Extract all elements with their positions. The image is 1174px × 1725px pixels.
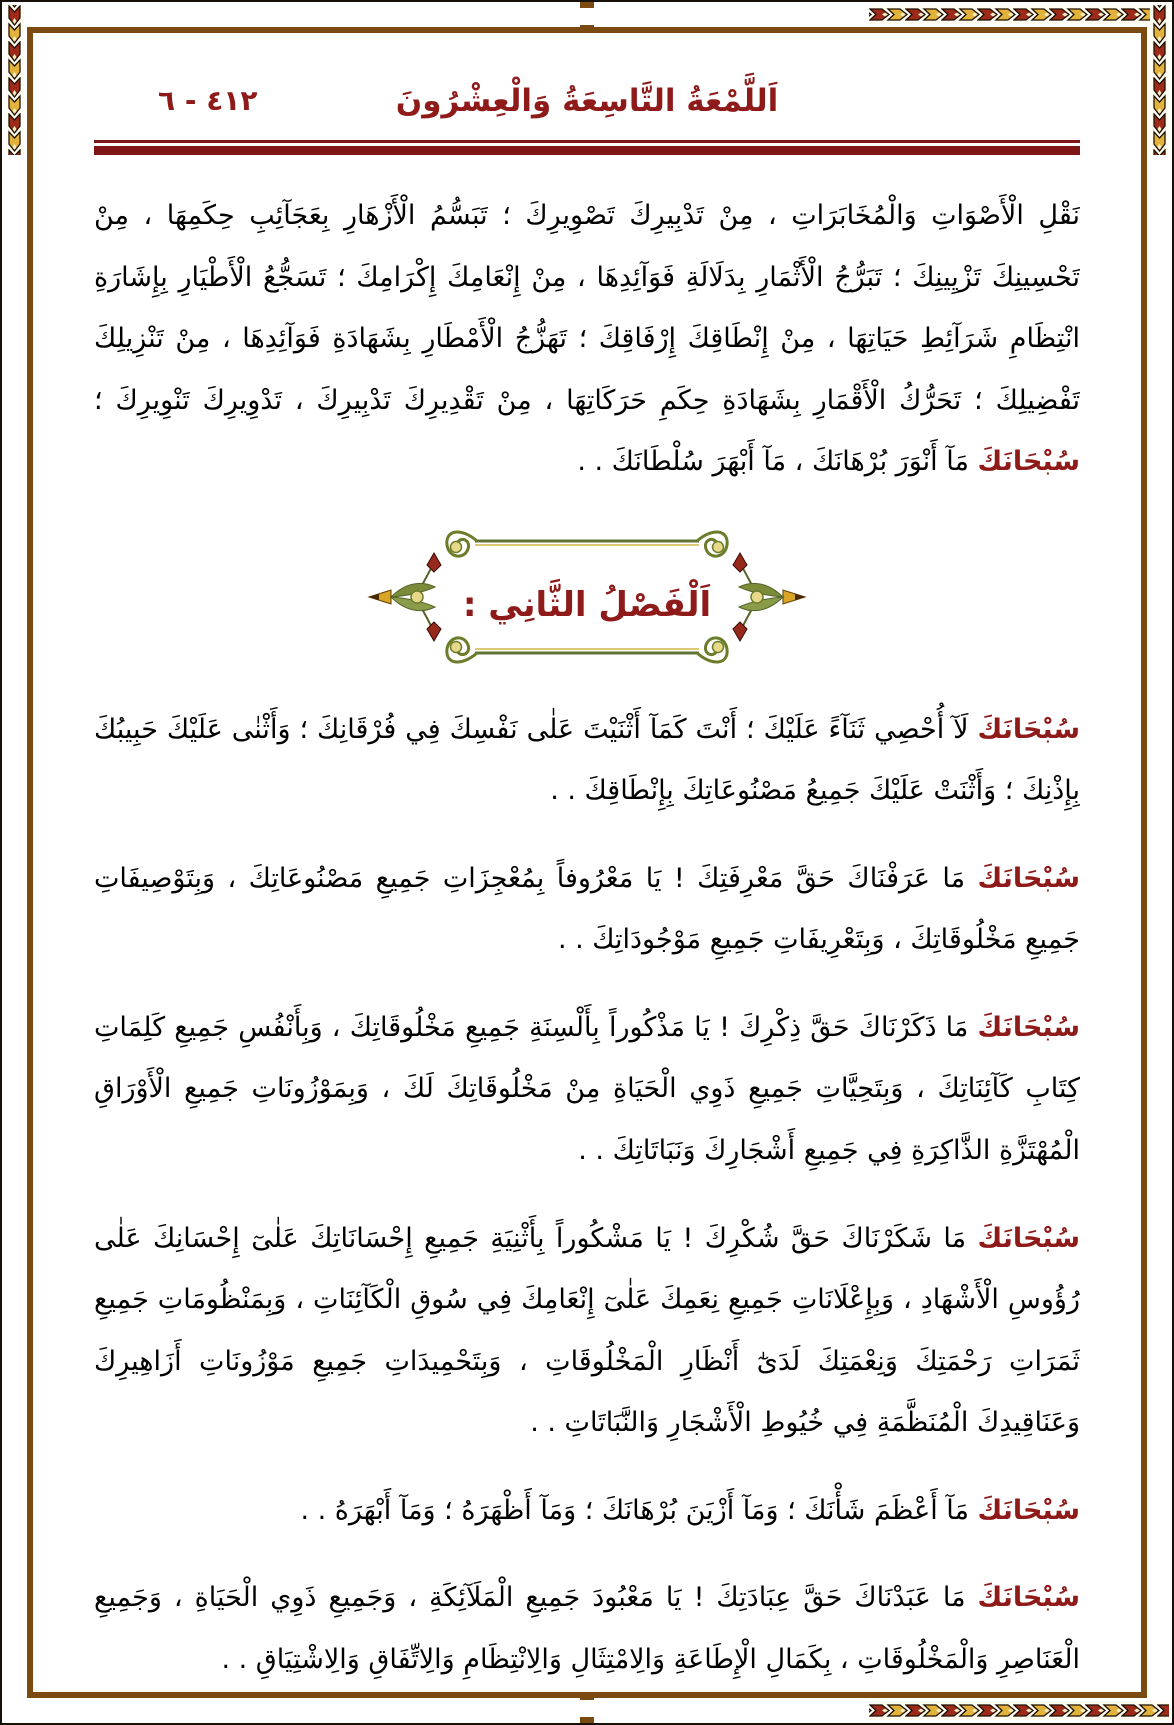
page-number: ٤١٢ - ٦ xyxy=(158,84,258,117)
paragraph xyxy=(94,997,1080,1182)
page-title: اَللَّمْعَةُ التَّاسِعَةُ وَالْعِشْرُونَ xyxy=(395,83,779,119)
paragraph xyxy=(94,1480,1080,1542)
subhanaka-highlight: سُبْحَانَكَ xyxy=(977,1494,1080,1526)
paragraph xyxy=(94,185,1080,493)
frame-notch xyxy=(580,25,594,31)
divider-thick-rule xyxy=(94,146,1080,155)
paragraph-text: مَا عَرَفْنَاكَ حَقَّ مَعْرِفَتِكَ ! يَا مَعْرُوفاً بِمُعْجِزَاتِ جَمِيعِ مَصْنُوعَاتِكَ ، وَبِتَوْصِيفَاتِ جَمِيعِ مَخْلُوقَاتِكَ ، وَبِتَعْرِيفَاتِ جَمِيعِ مَوْجُودَاتِكَ . . xyxy=(94,862,1080,956)
frame-chain-top xyxy=(869,5,1169,24)
paragraph xyxy=(94,848,1080,971)
subhanaka-highlight: سُبْحَانَكَ xyxy=(977,862,1080,894)
frame-chain-left xyxy=(5,5,24,155)
subhanaka-highlight: سُبْحَانَكَ xyxy=(977,446,1080,478)
paragraph xyxy=(94,1208,1080,1454)
paragraph xyxy=(94,1567,1080,1685)
paragraph-text: لَآ أُحْصِي ثَنَآءً عَلَيْكَ ؛ أَنْتَ كَمَآ أَثْنَيْتَ عَلٰى نَفْسِكَ فِي فُرْقَانِكَ ؛ وَأَثْنٰى عَلَيْكَ حَبِيبُكَ بِإِذْنِكَ ؛ وَأَثْنَتْ عَلَيْكَ جَمِيعُ مَصْنُوعَاتِكَ بِإِنْطَاقِكَ . . xyxy=(94,713,1080,807)
frame-chain-bottom xyxy=(869,1701,1169,1720)
subhanaka-highlight: سُبْحَانَكَ xyxy=(977,1011,1080,1043)
frame-notch xyxy=(580,1694,594,1700)
paragraph-text: مَا عَبَدْنَاكَ حَقَّ عِبَادَتِكَ ! يَا مَعْبُودَ جَمِيعِ الْمَلَآئِكَةِ ، وَجَمِيعِ ذَوِي الْحَيَاةِ ، وَجَمِيعِ الْعَنَاصِرِ وَالْمَخْلُوقَاتِ ، بِكَمَالِ الْإِطَاعَةِ وَالِامْتِثَالِ وَالِانْتِظَامِ وَالِاتِّفَاقِ وَالِاشْتِيَاقِ . . xyxy=(94,1582,1080,1675)
text-body xyxy=(94,185,1080,1685)
page-header xyxy=(94,70,1080,132)
page-content xyxy=(94,44,1080,1685)
frame-chain-right xyxy=(1150,5,1169,155)
paragraph-text: مَا شَكَرْنَاكَ حَقَّ شُكْرِكَ ! يَا مَشْكُوراً بِأَثْنِيَةِ جَمِيعِ إِحْسَانَاتِكَ عَلٰىٓ إِحْسَانِكَ عَلٰى رُؤُوسِ الْأَشْهَادِ ، وَبِإِعْلَانَاتِ جَمِيعِ نِعَمِكَ عَلٰىٓ إِنْعَامِكَ فِي سُوقِ الْكَآئِنَاتِ ، وَبِمَنْظُومَاتِ جَمِيعِ ثَمَرَاتِ رَحْمَتِكَ وَنِعْمَتِكَ لَدَىٰٓ أَنْظَارِ الْمَخْلُوقَاتِ ، وَبِتَحْمِيدَاتِ جَمِيعِ مَوْزُونَاتِ أَزَاهِيرِكَ وَعَنَاقِيدِكَ الْمُنَظَّمَةِ فِي خُيُوطِ الْأَشْجَارِ وَالنَّبَاتَاتِ . . xyxy=(94,1222,1080,1439)
paragraph xyxy=(94,699,1080,822)
frame-notch xyxy=(580,1717,594,1723)
paragraph-text: مَا ذَكَرْنَاكَ حَقَّ ذِكْرِكَ ! يَا مَذْكُوراً بِأَلْسِنَةِ جَمِيعِ مَخْلُوقَاتِكَ ، وَبِأَنْفُسِ جَمِيعِ كَلِمَاتِ كِتَابِ كَآئِنَاتِكَ ، وَبِتَحِيَّاتِ جَمِيعِ ذَوِي الْحَيَاةِ مِنْ مَخْلُوقَاتِكَ لَكَ ، وَبِمَوْزُونَاتِ جَمِيعِ الْأَوْرَاقِ الْمُهْتَزَّةِ الذَّاكِرَةِ فِي جَمِيعِ أَشْجَارِكَ وَنَبَاتَاتِكَ . . xyxy=(94,1011,1080,1167)
frame-notch xyxy=(580,2,594,8)
section-ornament xyxy=(357,519,817,677)
subhanaka-highlight: سُبْحَانَكَ xyxy=(977,713,1080,745)
subhanaka-highlight: سُبْحَانَكَ xyxy=(977,1582,1080,1614)
section-title: اَلْفَصْلُ الثَّانِي : xyxy=(462,584,712,625)
header-divider xyxy=(94,140,1080,155)
subhanaka-highlight: سُبْحَانَكَ xyxy=(977,1222,1080,1254)
paragraph-text: مَآ أَعْظَمَ شَأْنَكَ ؛ وَمَآ أَزْيَنَ بُرْهَانَكَ ؛ وَمَآ أَظْهَرَهُ ؛ وَمَآ أَبْهَرَهُ . . xyxy=(300,1494,978,1526)
paragraph-text: نَقْلِ الْأَصْوَاتِ وَالْمُخَابَرَاتِ ، مِنْ تَدْبِيرِكَ تَصْوِيرِكَ ؛ تَبَسُّمُ الْأَزْهَارِ بِعَجَآئِبِ حِكَمِهَا ، مِنْ تَحْسِينِكَ تَزْيِينِكَ ؛ تَبَرُّجُ الْأَثْمَارِ بِدَلَالَةِ فَوَآئِدِهَا ، مِنْ إِنْعَامِكَ إِكْرَامِكَ ؛ تَسَجُّعُ الْأَطْيَارِ بِإِشَارَةِ انْتِظَامِ شَرَآئِطِ حَيَاتِهَا ، مِنْ إِنْطَاقِكَ إِرْفَاقِكَ ؛ تَهَزُّجُ الْأَمْطَارِ بِشَهَادَةِ فَوَآئِدِهَا ، مِنْ تَنْزِيلِكَ تَفْضِيلِكَ ؛ تَحَرُّكُ الْأَقْمَارِ بِشَهَادَةِ حِكَمِ حَرَكَاتِهَا ، مِنْ تَقْدِيرِكَ تَدْبِيرِكَ ، تَدْوِيرِكَ تَنْوِيرِكَ ؛ xyxy=(94,200,1080,416)
divider-thin-rule xyxy=(94,140,1080,143)
paragraph-text: مَآ أَنْوَرَ بُرْهَانَكَ ، مَآ أَبْهَرَ سُلْطَانَكَ . . xyxy=(577,446,978,478)
